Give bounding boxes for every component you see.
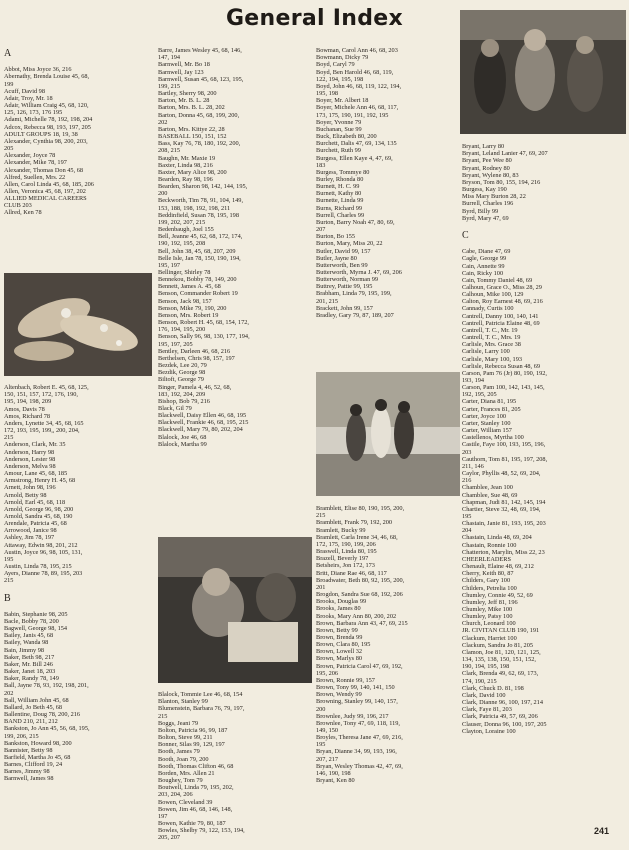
- index-entry: Bryant, Ken 80: [316, 777, 355, 785]
- index-entry: Clark, Chuck D. 81, 198: [462, 684, 524, 692]
- index-entry: Ballard, Jo Beth 45, 68: [4, 703, 63, 711]
- index-entry: Booth, Joan 79, 200: [158, 755, 209, 763]
- index-entry: Burton, Bo 155: [316, 233, 356, 241]
- index-entry: Burgess, Tommye 80: [316, 168, 370, 176]
- index-entry: Bankston, Jo Ann 45, 56, 68, 195, 199, 206, 215: [4, 725, 90, 740]
- index-entry: Brown, Betty 99: [316, 626, 358, 634]
- index-entry: Blackwell, Mary 79, 80, 202, 204: [158, 426, 243, 434]
- index-entry: Bacle, Bobby 78, 200: [4, 618, 59, 625]
- index-entry: Baker, Janet 18, 203: [4, 668, 56, 676]
- index-entry: Boyer, Michele Ann 46, 68, 117, 173, 175, 190, 191, 192, 195: [316, 104, 399, 119]
- index-entry: Bryan, Dianne 34, 99, 193, 196, 207, 217: [316, 748, 397, 763]
- index-entry: Cauthorn, Tom 81, 195, 197, 208, 211, 146: [462, 455, 548, 470]
- index-entry: Barnwell, Jay 123: [158, 68, 204, 76]
- index-entry: Cagle, George 99: [462, 255, 507, 263]
- index-entry: Carter, Stanley 100: [462, 419, 511, 427]
- index-entry: Bagwell, George 98, 154: [4, 625, 68, 633]
- index-entry: Barnes, Clifford 19, 24: [4, 761, 63, 769]
- entries-list: [462, 248, 626, 735]
- index-entry: Bolton, Patricia 96, 99, 187: [158, 726, 228, 734]
- index-entry: Carlisle, Rebecca Susan 48, 69: [462, 362, 540, 370]
- index-entry: Bailey, Janis 45, 68: [4, 632, 54, 640]
- index-entry: Burgess, Kay 190: [462, 186, 507, 194]
- index-entry: Butterworth, Ben 99: [316, 261, 368, 269]
- index-entry: Caylor, Phyllis 48, 52, 69, 204, 216: [462, 470, 541, 485]
- index-entry: Calhoun, Mike 100, 129: [462, 291, 524, 299]
- index-entry: Clamon, Joe 81, 120, 121, 125, 134, 135, 138, 150, 151, 152, 190, 194, 195, 198: [462, 648, 541, 671]
- index-entry: Armstrong, Henry H. 45, 68: [4, 477, 76, 485]
- index-entry: Adair, William Craig 45, 68, 120, 125, 126, 173, 176 195: [4, 102, 89, 117]
- index-entry: Bezdek, Lee 20, 79: [158, 362, 207, 370]
- index-entry: Clauser, Donna 96, 100, 197, 205: [462, 720, 547, 728]
- index-entry: Calhoun, Grace O., Miss 28, 29: [462, 283, 542, 291]
- index-entry: Anders, Lynette 34, 45, 68, 165 172, 193, 195, 199,, 200, 204, 215: [4, 419, 84, 442]
- index-entry: Burchett, Ruth 99: [316, 147, 361, 155]
- index-entry: Brown, Wendy 99: [316, 691, 362, 699]
- index-entry: Booth, James 79: [158, 748, 200, 756]
- index-entry: Betsheirs, Jon 172, 173: [316, 562, 375, 570]
- index-entry: Brown, Brenda 99: [316, 633, 363, 641]
- index-entry: Chatterton, Marylin, Miss 22, 23: [462, 548, 545, 556]
- index-entry: Babin, Stephanie 98, 205: [4, 610, 68, 618]
- index-entry: Carter, William 157: [462, 427, 512, 435]
- index-entry: Bain, Jimmy 98: [4, 646, 45, 654]
- photo-students-group: [460, 10, 626, 134]
- index-entry: Chumley, Jeff 81, 196: [462, 598, 518, 606]
- index-entry: Baxter, Mary Alice 98, 200: [158, 168, 227, 176]
- index-entry: Broadwater, Beth 80, 92, 195, 200, 201: [316, 576, 405, 591]
- index-entry: Amos, Davis 78: [4, 405, 45, 413]
- index-entry: Burgess, Ellen Kaye 4, 47, 69, 183: [316, 154, 393, 169]
- index-entry: Alexander, Mike 78, 197: [4, 159, 67, 167]
- index-entry: Adcox, Rebecca 98, 193, 197, 205: [4, 123, 91, 131]
- index-entry: Boyer, Mr. Albert 18: [316, 97, 369, 105]
- index-entry: Miss Mary Burton 28, 22: [462, 193, 526, 201]
- index-entry: Amour, Lane 45, 68, 185: [4, 470, 68, 478]
- index-column-2-bottom: [158, 684, 314, 840]
- index-entry: Boyer, Yvonne 79: [316, 118, 362, 126]
- index-entry: Bedenbaugh, Joel 155: [158, 226, 214, 234]
- index-entry: Baxter, Linda 98, 216: [158, 161, 213, 169]
- index-entry: Bramlett, Carla Irene 34, 46, 68, 172, 175, 190, 199, 206: [316, 533, 398, 548]
- index-entry: Benson, Mrs. Robert 19: [158, 311, 219, 319]
- photo-girls-outdoors: [316, 372, 460, 496]
- index-column-1-top: [4, 40, 154, 272]
- index-entry: Barnwell, James 98: [4, 775, 54, 783]
- index-entry: Cantrell, T. C., Mrs. 19: [462, 334, 521, 342]
- index-entry: Baker, Randy 78, 149: [4, 675, 59, 683]
- index-entry: Beckworth, Tim 78, 91, 104, 149, 153, 188, 198, 192, 198, 211: [158, 197, 244, 212]
- entries-list: [4, 611, 156, 783]
- index-entry: Boyd, Caryl 79: [316, 61, 355, 69]
- index-entry: Alexander, Thomas Don 45, 68: [4, 166, 84, 174]
- index-entry: Ballentine, Doug 78, 200, 216: [4, 711, 81, 719]
- index-entry: Arrowood, Janice 98: [4, 527, 57, 535]
- index-entry: Altenbach, Robert E. 45, 68, 125, 150, 151, 157, 172, 176, 190, 195, 194, 198, 209: [4, 384, 89, 406]
- index-entry: Calton, Roy Earnest 48, 69, 216: [462, 298, 543, 306]
- index-entry: Cain, Annette 99: [462, 262, 505, 270]
- index-entry: Clark, Patricia 49, 57, 69, 206: [462, 713, 538, 721]
- index-entry: Chastain, Janie 81, 193, 195, 203 204: [462, 520, 546, 535]
- index-entry: Brown, Tony 99, 140, 141, 150: [316, 684, 395, 692]
- index-entry: Abbot, Miss Joyce 36, 216: [4, 66, 72, 74]
- index-entry: Attaway, Edwin 98, 201, 212: [4, 541, 78, 549]
- index-entry: Bankston, Howard 98, 200: [4, 739, 72, 747]
- index-entry: Anderson, Harry 98: [4, 448, 55, 456]
- index-entry: Bass, Kay 76, 78, 180, 192, 200, 208, 215: [158, 140, 241, 155]
- index-entry: Bowmann, Dicky 79: [316, 54, 369, 62]
- index-entry: Brooks, James 80: [316, 605, 361, 613]
- index-entry: Broyles, Theresa Jane 47, 69, 216, 195: [316, 734, 403, 749]
- section-letter-a: A: [4, 48, 12, 60]
- index-entry: Amos, Richard 78: [4, 412, 50, 420]
- index-entry: Blackwell, Daisy Ellen 46, 68, 195: [158, 412, 247, 420]
- index-entry: Brown, Marlys 80: [316, 655, 362, 663]
- index-entry: Clackum, Harriet 100: [462, 634, 517, 642]
- index-entry: Ball, William John 45, 68: [4, 696, 69, 704]
- index-entry: Bryant, Wylene 80, 83: [462, 171, 519, 179]
- index-entry: Arnold, Earl 45, 68, 118: [4, 498, 66, 506]
- index-entry: Blalock, Martha 99: [158, 440, 207, 448]
- index-entry: Austin, Linda 78, 195, 215: [4, 563, 72, 571]
- index-entry: Barton, Mrs. Kittye 22, 28: [158, 125, 225, 133]
- index-entry: Buck, Elizabeth 80, 200: [316, 133, 377, 141]
- index-entry: Arnold, George 96, 98, 200: [4, 505, 74, 513]
- index-entry: Bramblett, Frank 79, 192, 200: [316, 519, 393, 527]
- index-entry: Carter, Diana 81, 195: [462, 398, 517, 406]
- index-entry: Chastain, Linda 48, 69, 204: [462, 534, 532, 542]
- index-entry: Browning, Stanley 99, 140, 157, 200: [316, 698, 398, 713]
- index-entry: Britt, Diane Rae 46, 68, 117: [316, 569, 387, 577]
- index-entry: Anderson, Lester 98: [4, 455, 56, 463]
- index-entry: Bentley, Darleen 46, 68, 216: [158, 347, 231, 355]
- entries-list: [316, 505, 462, 784]
- index-entry: Chenault, Elaine 48, 69, 212: [462, 563, 534, 571]
- index-entry: Bonner, Silas 99, 129, 197: [158, 741, 225, 749]
- index-entry: ALLIED MEDICAL CAREERS CLUB 203: [4, 195, 87, 210]
- index-entry: Blalock, Joe 46, 68: [158, 433, 207, 441]
- index-entry: Allen, Veronica 45, 68, 197, 202: [4, 187, 86, 195]
- index-entry: Childers, Petrelia 100: [462, 584, 517, 592]
- index-entry: Brownlee, Judy 99, 196, 217: [316, 712, 389, 720]
- index-entry: CHEERLEADERS: [462, 555, 511, 563]
- index-entry: Bell, Jeanne 45, 62, 68, 172, 174, 190, 192, 195, 208: [158, 233, 243, 248]
- index-entry: Bryan, Wesley Thomas 42, 47, 69, 146, 190, 198: [316, 762, 403, 777]
- index-entry: Carson, Pam 100, 142, 143, 145, 192, 195, 205: [462, 384, 545, 399]
- index-entry: Benson, Robert H. 45, 68, 154, 172, 176, 194, 195, 200: [158, 319, 249, 334]
- index-entry: JR. CIVITAN CLUB 190, 191: [462, 627, 540, 635]
- index-entry: Bearden, Ray 98, 196: [158, 175, 213, 183]
- index-entry: Chumley, Mike 100: [462, 606, 513, 613]
- page-title: General Index: [225, 6, 404, 31]
- index-entry: Bartley, Sherry 98, 200: [158, 90, 217, 98]
- index-entry: Castile, Faye 100, 193, 195, 196, 203: [462, 441, 546, 456]
- index-entry: Chamblee, Jean 100: [462, 484, 513, 492]
- entries-list: [158, 691, 314, 840]
- index-entry: Bryant, Leland Lanier 47, 69, 207: [462, 150, 548, 158]
- photo-students-writing: [158, 537, 312, 683]
- index-entry: Carson, Pam 76 (Jr) 80, 190, 192, 193, 194: [462, 369, 548, 384]
- index-entry: Blumenstein, Barbara 76, 79, 197, 215: [158, 705, 245, 720]
- index-entry: Bellinger, Shirley 78: [158, 269, 211, 276]
- index-entry: Church, Leonard 100: [462, 620, 516, 628]
- index-entry: Cherry, Keith 80, 87: [462, 570, 514, 578]
- index-entry: Cantrell, Danny 100, 140, 141: [462, 312, 539, 320]
- index-entry: Butterworth, Norman 99: [316, 276, 379, 284]
- section-letter-b: B: [4, 592, 11, 604]
- index-entry: Baker, Mr. Bill 246: [4, 660, 53, 668]
- index-entry: Ball, Jayne 78, 93, 192, 198, 201, 202: [4, 682, 89, 697]
- index-entry: Bradley, Gary 79, 87, 189, 207: [316, 311, 394, 319]
- photo-hands-rings: [4, 273, 152, 376]
- index-entry: Brown, Barbara Ann 43, 47, 69, 215: [316, 619, 408, 627]
- index-entry: Brabham, Linda 79, 195, 199, 201, 215: [316, 290, 392, 305]
- index-entry: Bennekou, Bobby 78, 149, 200: [158, 276, 237, 284]
- index-entry: Bowles, Shelby 79, 122, 153, 194, 205, 207: [158, 827, 245, 840]
- index-entry: Chamblee, Sue 48, 69: [462, 491, 518, 499]
- index-entry: Chapman, Judi 81, 142, 145, 194: [462, 498, 546, 506]
- index-entry: Chumley, Connie 49, 52, 69: [462, 591, 533, 599]
- index-entry: Burrell, Charles 99: [316, 211, 365, 219]
- index-entry: Cantrell, T. C., Mr. 19: [462, 326, 518, 334]
- index-entry: Burchett, Dalis 47, 69, 134, 135: [316, 140, 397, 148]
- index-entry: Cain, Tommy Daniel 48, 69: [462, 276, 533, 284]
- index-entry: Byrd, Billy 99: [462, 207, 499, 215]
- index-entry: Burnette, Linda 99: [316, 197, 364, 205]
- index-entry: Boggs, Jeani 79: [158, 719, 199, 727]
- index-entry: Binger, Pamela 4, 46, 52, 68, 183, 192, 204, 209: [158, 383, 232, 398]
- index-entry: Brackett, John 99, 157: [316, 304, 373, 312]
- index-entry: Burns, Richard 99: [316, 204, 362, 212]
- index-entry: Carter, Joyce 100: [462, 412, 506, 420]
- index-column-3-top: [316, 40, 461, 370]
- index-entry: Cain, Ricky 100: [462, 269, 504, 277]
- index-entry: Allred, Ken 78: [4, 209, 42, 217]
- index-entry: Chumley, Patsy 100: [462, 613, 513, 621]
- index-entry: Anderson, Clark, Mr. 35: [4, 441, 66, 449]
- index-entry: Black, Gil 79: [158, 404, 192, 412]
- index-entry: Benson, Commander Robert 19: [158, 290, 238, 298]
- index-entry: Clark, Faye 81, 203: [462, 706, 512, 714]
- index-entry: Chastain, Ronnie 100: [462, 541, 517, 549]
- index-entry: Buttrey, Pattie 99, 195: [316, 283, 373, 291]
- index-entry: Bryson, Tom 80, 155, 194, 216: [462, 178, 541, 186]
- index-entry: Allen, Carol Linda 45, 68, 185, 206: [4, 180, 94, 188]
- index-column-1-bottom: [4, 377, 156, 839]
- index-entry: Bishop, Bob 79, 216: [158, 397, 210, 405]
- index-entry: Borden, Mrs. Allen 21: [158, 769, 215, 777]
- index-entry: Boyd, Ben Harold 46, 68, 119, 122, 194, 195, 198: [316, 68, 394, 83]
- index-entry: ADULT GROUPS 18, 19, 38: [4, 130, 78, 138]
- index-entry: Alfred, Suellen, Mrs. 22: [4, 173, 66, 181]
- index-entry: Ayers, Dianne 78, 89, 195, 203 215: [4, 570, 83, 585]
- index-entry: Brown, Patricia Carol 47, 69, 192, 195, 206: [316, 662, 403, 677]
- index-entry: Buchanan, Sue 99: [316, 125, 362, 133]
- index-entry: Bowen, Kathie 79, 80, 187: [158, 819, 226, 827]
- index-entry: Brown, Ronnie 99, 157: [316, 676, 375, 684]
- index-entry: Boutwell, Linda 79, 195, 202, 203, 204, 206: [158, 784, 234, 799]
- index-entry: Barnwell, Susan 45, 68, 123, 195, 199, 215: [158, 75, 244, 90]
- section-letter-c: C: [462, 230, 469, 242]
- index-entry: Bowman, Carol Ann 46, 68, 203: [316, 47, 398, 55]
- index-entry: Bolton, Steve 99, 211: [158, 734, 213, 742]
- index-entry: Childers, Gary 100: [462, 577, 511, 585]
- index-entry: Cannady, Curtis 100: [462, 305, 514, 313]
- index-entry: Burley, Rhonda 80: [316, 175, 364, 183]
- index-entry: Barnes, Jimmy 98: [4, 768, 50, 776]
- index-entry: Adair, Troy, Mr. 18: [4, 94, 53, 102]
- index-entry: Blanton, Stanley 99: [158, 698, 208, 706]
- index-column-4: [462, 136, 626, 842]
- index-entry: BAND 210, 211, 212: [4, 718, 58, 726]
- index-entry: Burnett, Kathy 80: [316, 190, 362, 198]
- index-entry: Braswell, Linda 80, 195: [316, 548, 377, 556]
- index-entry: Burton, Barry Noah 47, 80, 69, 207: [316, 218, 395, 234]
- index-entry: Brogdon, Sandra Sue 68, 192, 206: [316, 591, 403, 599]
- index-entry: Brown, Clara 80, 195: [316, 641, 371, 649]
- index-entry: Carter, Frances 81, 205: [462, 405, 521, 413]
- index-entry: Booth, Thomas Clifton 46, 68: [158, 762, 234, 770]
- index-entry: Bryant, Pee Wee 80: [462, 157, 512, 165]
- index-entry: Abernathy, Brenda Louise 45, 68, 199: [4, 73, 90, 88]
- index-entry: Clayton, Loraine 100: [462, 727, 516, 735]
- index-entry: Belle Isle, Jan 78, 150, 190, 194, 195, 197: [158, 254, 241, 269]
- index-entry: Barton, Donna 45, 68, 199, 200, 202: [158, 111, 240, 126]
- index-entry: Burton, Mary, Miss 20, 22: [316, 240, 383, 248]
- index-entry: Brazell, Beverly 197: [316, 555, 369, 563]
- index-entry: Acuff, David 98: [4, 87, 45, 95]
- index-entry: Clark, David 100: [462, 691, 506, 699]
- index-entry: Alexander, Cynthia 98, 200, 203, 205: [4, 137, 88, 153]
- index-entry: Carlisle, Mrs. Grace 38: [462, 341, 521, 349]
- entries-list: [158, 47, 314, 448]
- index-entry: Arendale, Patricia 45, 68: [4, 520, 67, 528]
- index-entry: Anderson, Melva 98: [4, 462, 56, 470]
- entries-list: [462, 143, 626, 222]
- index-entry: Butler, Jayne 80: [316, 254, 357, 262]
- index-entry: Bryant, Rodney 80: [462, 164, 510, 172]
- index-entry: Biltoft, George 79: [158, 376, 204, 384]
- index-entry: Butler, David 99, 157: [316, 247, 371, 255]
- index-entry: Benson, Jack 98, 157: [158, 297, 212, 305]
- index-entry: Blackwell, Frankie 46, 68, 195, 215: [158, 419, 249, 427]
- index-entry: Clark, Brenda 49, 62, 69, 173, 174, 190, 215: [462, 670, 539, 685]
- index-entry: Ashley, Jim 78, 197: [4, 534, 55, 542]
- index-entry: Alexander, Joyce 78: [4, 152, 56, 160]
- index-entry: Boyd, John 46, 68, 119, 122, 194, 195, 198: [316, 82, 402, 98]
- index-entry: Bowen, Cleveland 39: [158, 798, 213, 806]
- index-entry: Burrell, Charles 196: [462, 200, 514, 208]
- index-entry: Baker, Beth 98, 217: [4, 653, 55, 661]
- index-entry: Bannister, Betty 98: [4, 746, 53, 754]
- index-entry: Brooks, Douglas 99: [316, 598, 367, 606]
- index-entry: Burnett, H. C. 99: [316, 183, 360, 191]
- index-entry: Austin, Joyce 96, 98, 105, 131, 195: [4, 548, 83, 563]
- index-entry: Clark, Dianne 96, 100, 197, 214: [462, 699, 543, 707]
- index-entry: Bryant, Larry 80: [462, 143, 505, 151]
- index-entry: Adami, Michelle 78, 192, 198, 204: [4, 116, 93, 124]
- index-entry: Bell, John 38, 45, 68, 207, 209: [158, 247, 236, 255]
- index-entry: Barre, James Wesley 45, 68, 146, 147, 194: [158, 47, 242, 62]
- entries-list: [316, 47, 461, 319]
- index-entry: Bramblett, Elise 80, 190, 195, 200, 215: [316, 505, 405, 520]
- index-entry: Barton, Mrs. B. L. 28, 202: [158, 104, 225, 112]
- index-entry: Carlisle, Larry 100: [462, 348, 510, 356]
- index-entry: Bramlett, Bucky 99: [316, 526, 366, 534]
- index-entry: Butterworth, Myrna J. 47, 69, 206: [316, 269, 402, 276]
- index-entry: Bezdik, George 98: [158, 369, 206, 377]
- index-entry: Benson, Mike 79, 190, 200: [158, 304, 227, 312]
- index-entry: Barnwell, Mr. Bo 18: [158, 61, 210, 69]
- index-entry: Arnett, John 98, 196: [4, 484, 56, 492]
- index-entry: Arnold, Sandra 45, 68, 190: [4, 512, 73, 520]
- index-entry: Bowen, Jim 46, 68, 146, 148, 197: [158, 805, 233, 820]
- page-number: 241: [593, 826, 609, 836]
- index-entry: Byrd, Mary 47, 69: [462, 214, 509, 222]
- index-entry: Arnold, Betty 98: [4, 491, 47, 499]
- index-entry: Blalock, Tommie Lee 46, 68, 154: [158, 691, 243, 699]
- index-entry: Bennett, James A. 45, 68: [158, 283, 221, 291]
- index-entry: Brownlee, Tony 47, 69, 118, 119, 149, 150: [316, 719, 400, 734]
- index-entry: Bearden, Sharon 98, 142, 144, 195, 200: [158, 183, 248, 198]
- index-entry: Barton, Mr. B. L. 28: [158, 97, 210, 105]
- index-entry: Chartier, Steve 32, 48, 69, 194, 195: [462, 505, 541, 520]
- index-entry: Boughey, Tom 79: [158, 777, 203, 785]
- index-entry: Cabe, Diane 47, 69: [462, 248, 511, 256]
- index-entry: Berthelsen, Chris 98, 157, 197: [158, 354, 235, 362]
- entries-list: [4, 66, 154, 216]
- index-entry: Cantrell, Patricia Elaine 48, 69: [462, 319, 540, 327]
- index-entry: Brooks, Mary Ann 80, 200, 202: [316, 612, 397, 620]
- index-column-3-bottom: [316, 498, 462, 840]
- index-entry: Clackum, Sandra Jo 81, 205: [462, 641, 534, 649]
- index-entry: Bailey, Wanda 98: [4, 639, 49, 647]
- index-entry: BASEBALL 150, 151, 152: [158, 133, 227, 141]
- index-entry: Barfield, Martha Jo 45, 68: [4, 753, 71, 761]
- index-entry: Brown, Lowell 32: [316, 648, 362, 656]
- index-entry: Carlisle, Mary 100, 193: [462, 355, 522, 363]
- index-entry: Castellenos, Myrtha 100: [462, 434, 524, 442]
- index-entry: Baughn, Mr. Maxie 19: [158, 154, 216, 162]
- index-column-2-top: [158, 40, 314, 536]
- index-entry: Beddinfield, Susan 78, 195, 198 199, 202, 207, 215: [158, 211, 239, 226]
- entries-list: [4, 384, 156, 584]
- index-entry: Benson, Sally 96, 98, 130, 177, 194, 195, 197, 205: [158, 333, 250, 348]
